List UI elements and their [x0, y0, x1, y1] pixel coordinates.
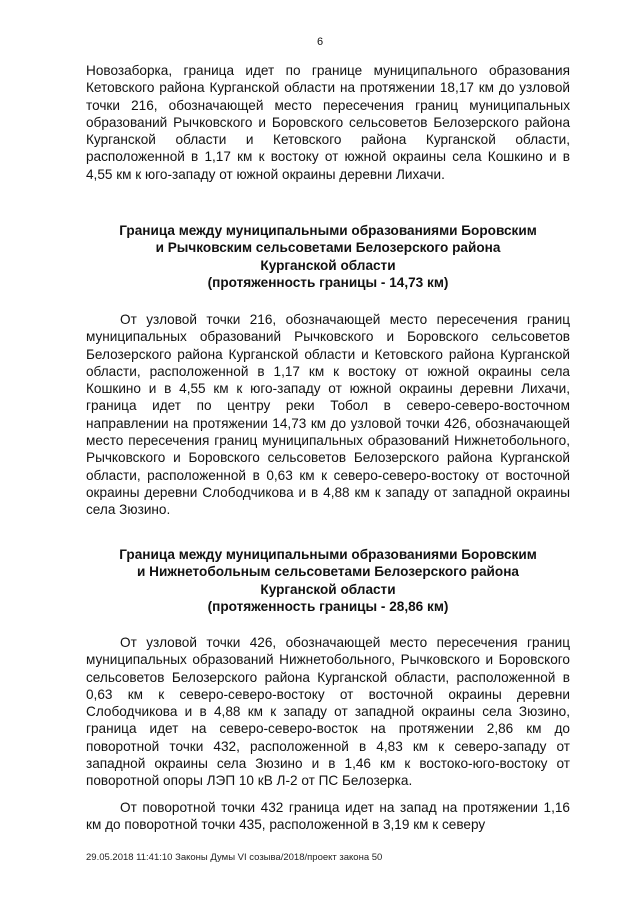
heading-length: (протяженность границы - 28,86 км): [207, 598, 449, 614]
heading-line: и Нижнетобольным сельсоветами Белозерского района: [137, 564, 519, 580]
heading-line: Курганской области: [260, 581, 396, 597]
heading-line: Граница между муниципальными образованиями Боровским: [119, 547, 537, 562]
section-1-paragraph: От узловой точки 216, обозначающей место пересечения границ муниципальных образований Рычковского и Боровского сельсоветов Белозерского района Курганской области и Кетовского района Курганской области, расположенной в 1,17 км к востоку от южной окраины села Кошкино и в 4,55 км к юго-западу от южной окраины деревни Лихачи, граница идет по центру реки Тобол в северо-северо-восточном направлении на протяжении 14,73 км до узловой точки 426, обозначающей место пересечения границ муниципальных образований Нижнетобольного, Рычковского и Боровского сельсоветов Белозерского района Курганской области, расположенной в 0,63 км к северо-северо-востоку от восточной окраины деревни Слободчикова и в 4,88 км к западу от западной окраины села Зюзино.: [86, 312, 570, 518]
section-heading-borovsky-rychkovsky: [86, 222, 570, 291]
heading-line: и Рычковским сельсоветами Белозерского района: [155, 240, 501, 256]
section-2-paragraph-2: От поворотной точки 432 граница идет на запад на протяжении 1,16 км до поворотной точки 435, расположенной в 3,19 км к северу: [86, 800, 570, 833]
footer-timestamp: 29.05.2018 11:41:10 Законы Думы VI созыва/2018/проект закона 50: [86, 852, 383, 863]
section-heading-borovsky-nizhnetobolny: [86, 546, 570, 615]
heading-length: (протяженность границы - 14,73 км): [207, 274, 449, 290]
section-2-paragraph-1: От узловой точки 426, обозначающей место пересечения границ муниципальных образований Нижнетобольного, Рычковского и Боровского сельсоветов Белозерского района Курганской области, расположенной в 0,63 км к северо-северо-востоку от восточной окраины деревни Слободчикова и в 4,88 км к западу от западной окраины села Зюзино, граница идет на северо-северо-восток на протяжении 2,86 км до поворотной точки 432, расположенной в 4,83 км к северо-западу от западной окраины села Зюзино и в 1,46 км к востоко-юго-востоку от поворотной опоры ЛЭП 10 кВ Л-2 от ПС Белозерка.: [86, 635, 570, 789]
heading-line: Граница между муниципальными образованиями Боровским: [119, 223, 537, 238]
heading-line: Курганской области: [260, 257, 396, 273]
page-number: 6: [316, 36, 324, 48]
paragraph-continuation: Новозаборка, граница идет по границе муниципального образования Кетовского района Курганской области на протяжении 18,17 км до узловой точки 216, обозначающей место пересечения границ муниципальных образований Рычковского и Боровского сельсоветов Белозерского района Курганской области и Кетовского района Курганской области, расположенной в 1,17 км к востоку от южной окраины села Кошкино и в 4,55 км к юго-западу от южной окраины деревни Лихачи.: [86, 63, 570, 182]
